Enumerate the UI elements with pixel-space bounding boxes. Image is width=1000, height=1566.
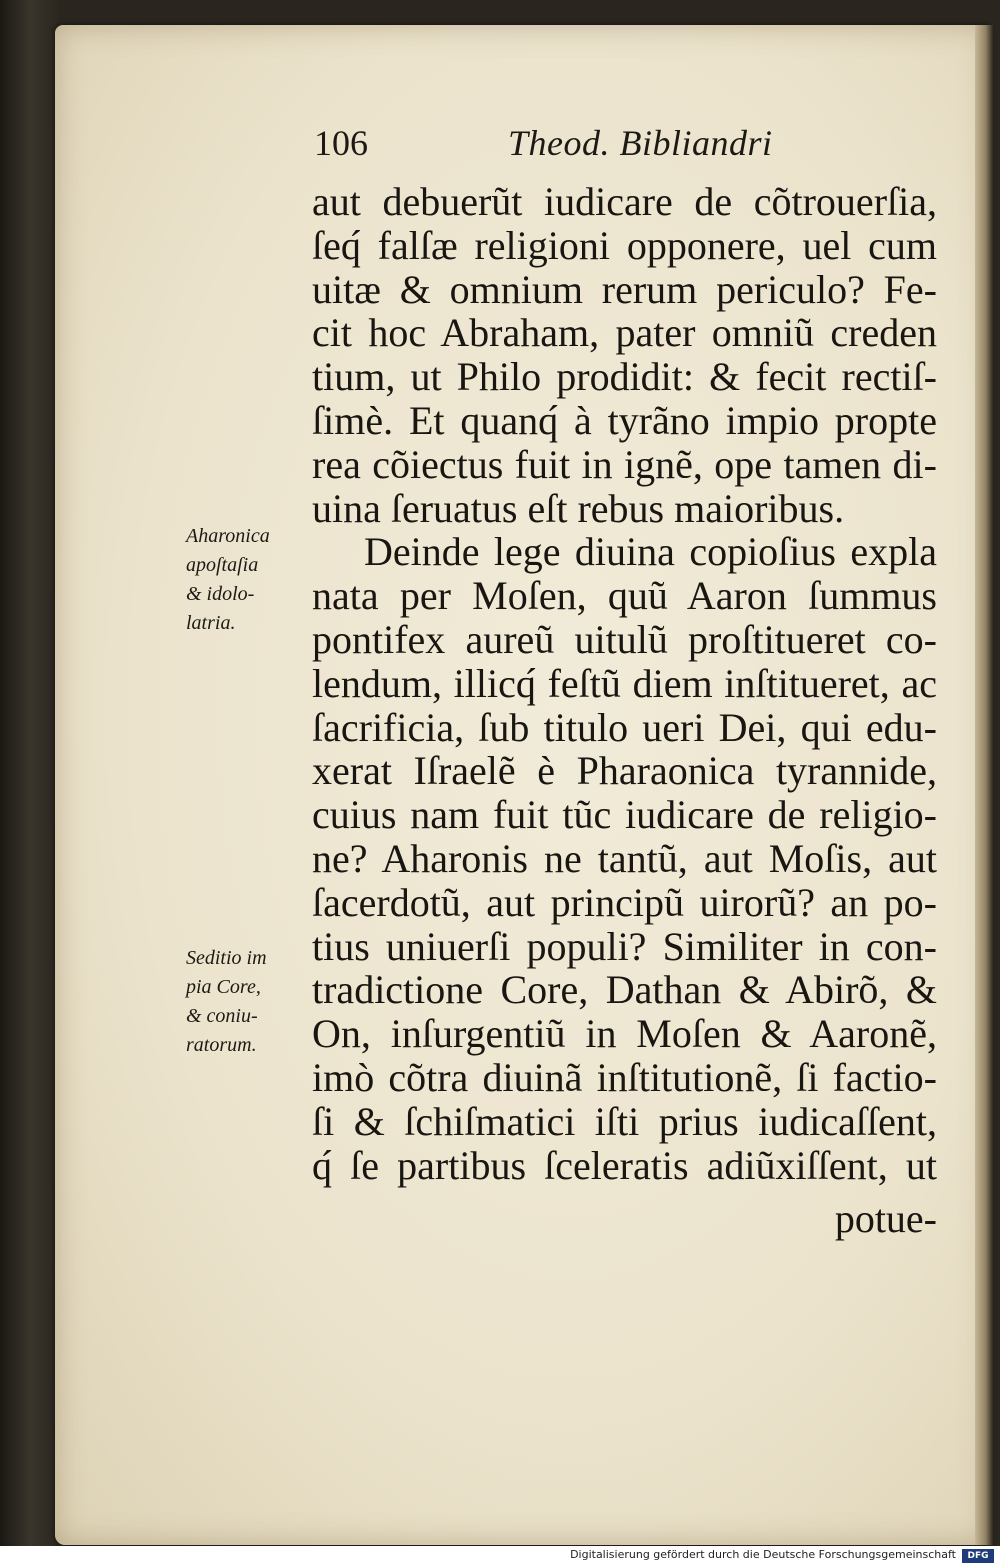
margin-note-line: ratorum. (186, 1034, 257, 1056)
text-line: lendum, illicq́ feſtũ diem inſtitueret, ac (312, 660, 937, 706)
margin-note-aharonica (186, 522, 306, 638)
text-line: cuius nam fuit tũc iudicare de religio- (312, 792, 937, 838)
text-line: xerat Iſraelẽ è Pharaonica tyrannide, (312, 748, 937, 794)
text-line: ſi & ſchiſmatici iſti prius iudicaſſent, (312, 1098, 937, 1144)
page-number: 106 (314, 123, 368, 163)
digitization-footer (0, 1546, 1000, 1566)
text-line: ne? Aharonis ne tantũ, aut Moſis, aut (312, 835, 937, 881)
text-line: cit hoc Abraham, pater omniũ creden (312, 310, 937, 356)
text-line: rea cõiectus fuit in ignẽ, ope tamen di- (312, 441, 937, 487)
margin-note-line: Aharonica (186, 525, 270, 547)
text-line: nata per Moſen, quũ Aaron ſummus (312, 573, 937, 619)
running-title: Theod. Bibliandri (508, 123, 773, 163)
margin-note-line: & idolo- (186, 583, 255, 605)
page-edge (975, 25, 993, 1545)
text-line: On, inſurgentiũ in Moſen & Aaronẽ, (312, 1011, 937, 1057)
text-line: ſeq́ falſæ religioni opponere, uel cum (312, 222, 937, 268)
text-line: uina ſeruatus eſt rebus maioribus. (312, 485, 845, 531)
text-line: tium, ut Philo prodidit: & fecit rectiſ- (312, 354, 937, 400)
text-line: q́ ſe partibus ſceleratis adiũxiſſent, ut (312, 1142, 937, 1188)
running-header (314, 118, 794, 168)
text-line: ſacerdotũ, aut principũ uirorũ? an po- (312, 879, 937, 925)
margin-note-line: apoſtaſia (186, 554, 259, 576)
margin-note-line: latria. (186, 612, 236, 634)
text-line: tius uniuerſi populi? Similiter in con- (312, 923, 937, 969)
text-line: ſacrificia, ſub titulo ueri Dei, qui edu- (312, 704, 937, 750)
text-line: tradictione Core, Dathan & Abirõ, & (312, 967, 937, 1013)
text-line: pontifex aureũ uitulũ proſtitueret co- (312, 616, 937, 662)
margin-note-line: Seditio im (186, 947, 267, 969)
margin-note-line: pia Core, (186, 976, 261, 998)
text-line: imò cõtra diuinã inſtitutionẽ, ſi factio- (312, 1054, 937, 1100)
text-line: uitæ & omnium rerum periculo? Fe- (312, 266, 937, 312)
margin-note-line: & coniu- (186, 1005, 258, 1027)
catchword: potue- (834, 1196, 937, 1242)
margin-note-seditio (186, 944, 306, 1060)
dfg-logo: DFG (962, 1549, 994, 1563)
text-line: aut debuerũt iudicare de cõtrouerſia, (312, 179, 937, 224)
funding-credit: Digitalisierung gefördert durch die Deutsche Forschungsgemeinschaft (570, 1548, 956, 1561)
body-text (312, 180, 937, 1241)
text-line: ſimè. Et quanq́ à tyrãno impio propte (312, 397, 937, 443)
paragraph-start-line: Deinde lege diuina copioſius expla (364, 529, 937, 575)
